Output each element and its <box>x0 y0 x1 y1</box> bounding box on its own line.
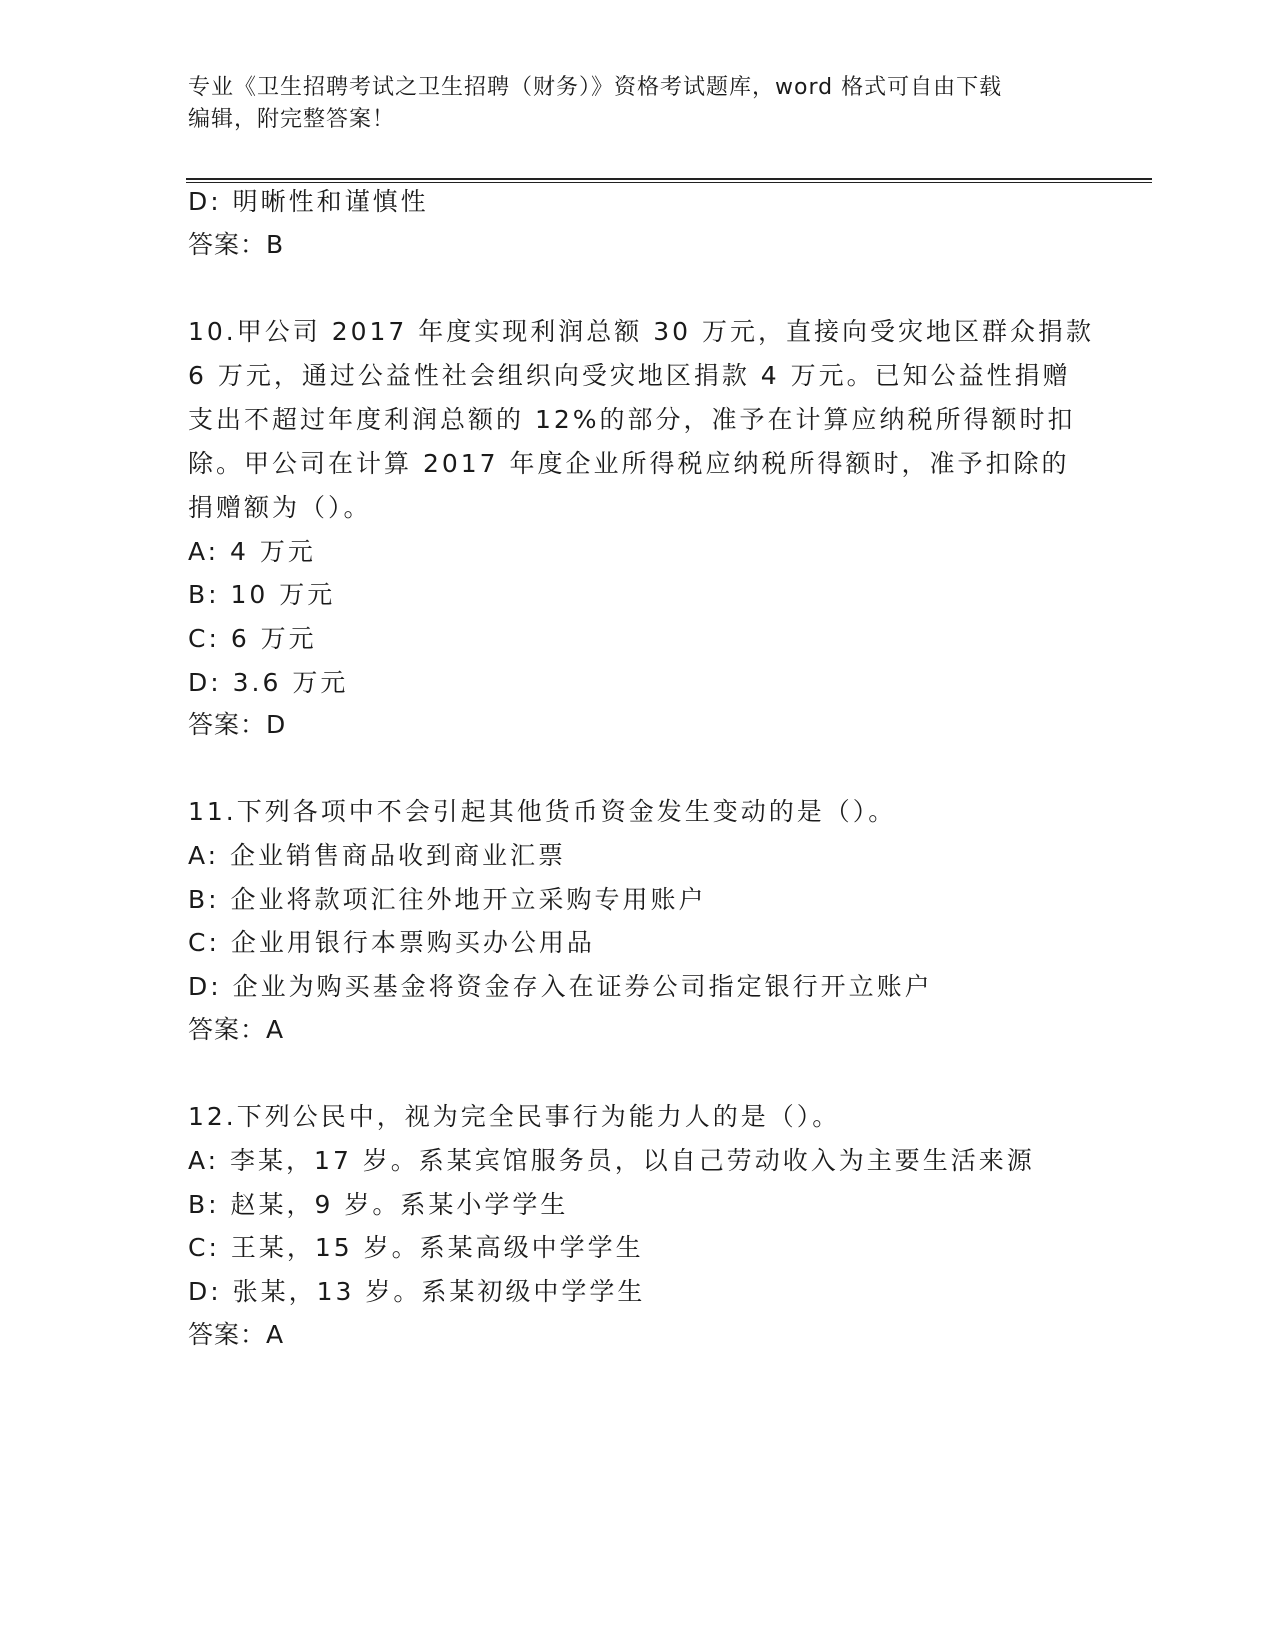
q11-option-d: D: 企业为购买基金将资金存入在证券公司指定银行开立账户 <box>188 972 933 1001</box>
q10-stem-line-4: 除。甲公司在计算 2017 年度企业所得税应纳税所得额时，准予扣除的 <box>188 449 1070 478</box>
document-header <box>188 72 1078 136</box>
header-line-1: 专业《卫生招聘考试之卫生招聘（财务）》资格考试题库，word 格式可自由下载 <box>188 75 1003 100</box>
q12-option-b: B: 赵某，9 岁。系某小学学生 <box>188 1190 569 1219</box>
q12-stem: 12.下列公民中，视为完全民事行为能力人的是（）。 <box>188 1102 841 1131</box>
q11-option-a: A: 企业销售商品收到商业汇票 <box>188 841 567 870</box>
q11-stem: 11.下列各项中不会引起其他货币资金发生变动的是（）。 <box>188 797 897 826</box>
q12-option-d: D: 张某，13 岁。系某初级中学学生 <box>188 1277 646 1306</box>
q11-option-c: C: 企业用银行本票购买办公用品 <box>188 928 595 957</box>
prev-option-d: D: 明晰性和谨慎性 <box>188 187 429 216</box>
q10-stem-line-2: 6 万元，通过公益性社会组织向受灾地区捐款 4 万元。已知公益性捐赠 <box>188 361 1071 390</box>
q10-option-d: D: 3.6 万元 <box>188 668 349 697</box>
q10-stem-line-5: 捐赠额为（）。 <box>188 493 372 522</box>
prev-answer: 答案：B <box>188 230 285 259</box>
q10-stem-line-1: 10.甲公司 2017 年度实现利润总额 30 万元，直接向受灾地区群众捐款 <box>188 317 1094 346</box>
q12-option-a: A: 李某，17 岁。系某宾馆服务员，以自己劳动收入为主要生活来源 <box>188 1146 1035 1175</box>
q10-option-c: C: 6 万元 <box>188 624 317 653</box>
q12-answer: 答案：A <box>188 1320 285 1349</box>
q10-answer: 答案：D <box>188 710 287 739</box>
header-line-2: 编辑，附完整答案！ <box>188 107 396 132</box>
q10-option-a: A: 4 万元 <box>188 537 316 566</box>
q11-option-b: B: 企业将款项汇往外地开立采购专用账户 <box>188 885 707 914</box>
q12-option-c: C: 王某，15 岁。系某高级中学学生 <box>188 1233 644 1262</box>
header-divider <box>186 178 1152 183</box>
q10-stem-line-3: 支出不超过年度利润总额的 12%的部分，准予在计算应纳税所得额时扣 <box>188 405 1076 434</box>
q10-option-b: B: 10 万元 <box>188 580 336 609</box>
q11-answer: 答案：A <box>188 1015 285 1044</box>
